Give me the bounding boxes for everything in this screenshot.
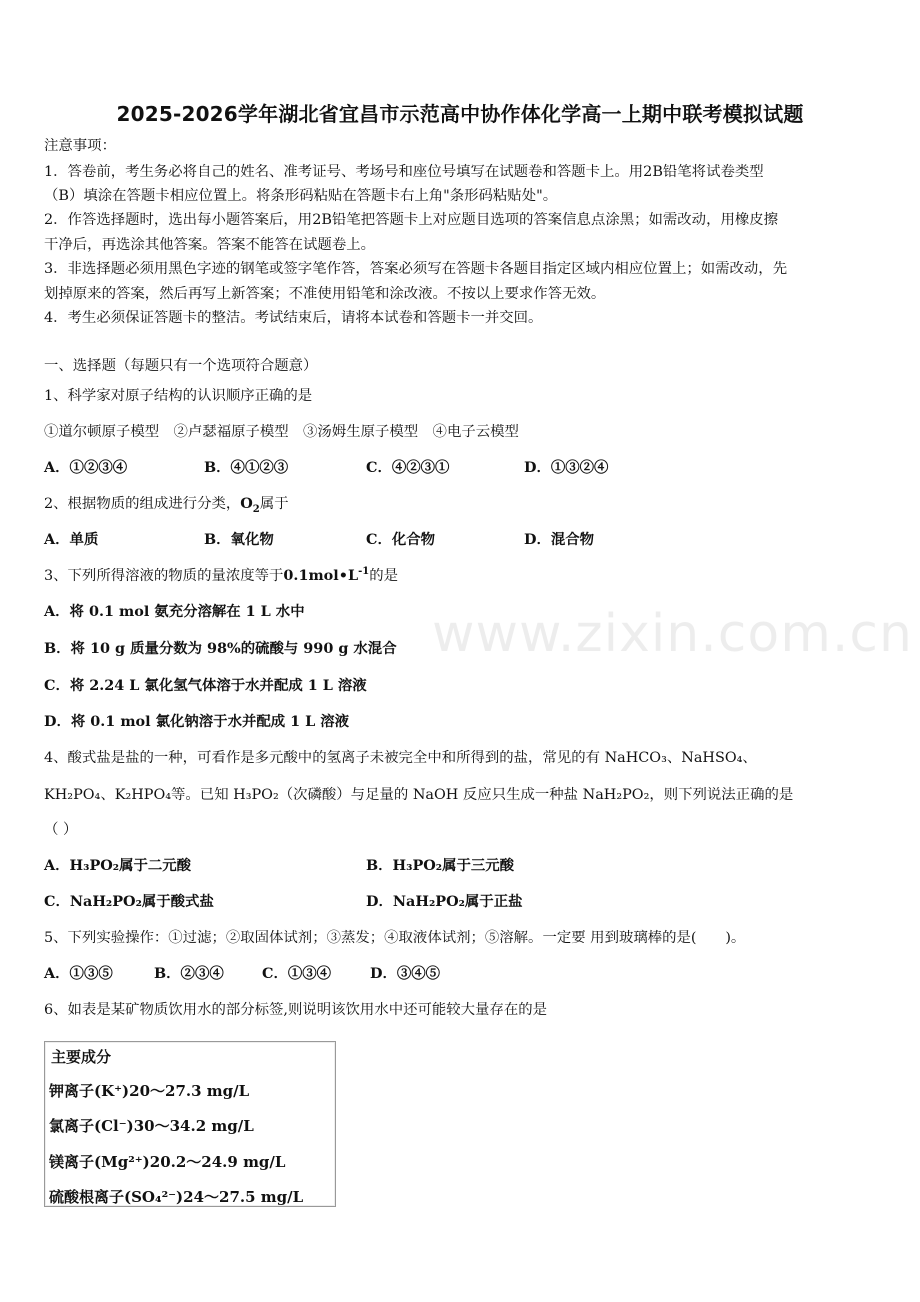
q5-option-a: A．①③⑤ <box>44 965 113 982</box>
notice-heading: 注意事项： <box>44 138 116 154</box>
q2-formula-sub: 2 <box>252 503 260 515</box>
q3-stem-post: 的是 <box>369 568 399 584</box>
watermark: www.zixin.com.cn <box>432 604 913 664</box>
notice-line: 1．答卷前，考生务必将自己的姓名、准考证号、考场号和座位号填写在试题卷和答题卡上。用2B铅笔将试卷类型 <box>44 164 764 180</box>
q3-option-c: C．将 2.24 L 氯化氢气体溶于水并配成 1 L 溶液 <box>44 677 367 694</box>
q2-option-d: D．混合物 <box>524 531 595 548</box>
q5-option-c: C．①③④ <box>262 965 332 982</box>
label-row: 硫酸根离子(SO₄²⁻)24～27.5 mg/L <box>49 1188 304 1206</box>
q3-stem-pre: 3、下列所得溶液的物质的量浓度等于 <box>44 568 284 584</box>
notice-line: （B）填涂在答题卡相应位置上。将条形码粘贴在答题卡右上角"条形码粘贴处"。 <box>44 188 558 204</box>
q4-option-c: C．NaH₂PO₂属于酸式盐 <box>44 893 214 910</box>
label-row: 钾离子(K⁺)20～27.3 mg/L <box>49 1082 250 1100</box>
q2-option-c: C．化合物 <box>366 531 436 548</box>
section-heading: 一、选择题（每题只有一个选项符合题意） <box>44 358 318 374</box>
q1-option-b: B．④①②③ <box>204 459 289 476</box>
notice-line: 2．作答选择题时，选出每小题答案后，用2B铅笔把答题卡上对应题目选项的答案信息点涂黑；如需改动，用橡皮擦 <box>44 212 779 228</box>
q1-option-a: A．①②③④ <box>44 459 128 476</box>
label-heading: 主要成分 <box>51 1048 112 1066</box>
q4-option-b: B．H₃PO₂属于三元酸 <box>366 857 515 874</box>
q3-conc-sup: -1 <box>358 566 370 578</box>
question-2-stem <box>44 494 289 514</box>
q4-option-a: A．H₃PO₂属于二元酸 <box>44 857 192 874</box>
q1-option-d: D．①③②④ <box>524 459 609 476</box>
q2-option-a: A．单质 <box>44 531 99 548</box>
q2-option-b: B．氧化物 <box>204 531 274 548</box>
question-1-items: ①道尔顿原子模型 ②卢瑟福原子模型 ③汤姆生原子模型 ④电子云模型 <box>44 424 519 440</box>
question-4-line2: KH₂PO₄、K₂HPO₄等。已知 H₃PO₂（次磷酸）与足量的 NaOH 反应只生成一种盐 NaH₂PO₂，则下列说法正确的是 <box>44 787 794 803</box>
q3-option-b: B．将 10 g 质量分数为 98%的硫酸与 990 g 水混合 <box>44 640 397 657</box>
question-5-stem: 5、下列实验操作：①过滤；②取固体试剂；③蒸发；④取液体试剂；⑤溶解。一定要 用到玻璃棒的是( )。 <box>44 930 746 946</box>
q2-stem-pre: 2、根据物质的组成进行分类， <box>44 496 241 512</box>
label-row: 氯离子(Cl⁻)30～34.2 mg/L <box>49 1117 254 1135</box>
q2-stem-post: 属于 <box>259 496 289 512</box>
label-row: 镁离子(Mg²⁺)20.2～24.9 mg/L <box>49 1153 286 1171</box>
q3-option-a: A．将 0.1 mol 氨充分溶解在 1 L 水中 <box>44 603 305 620</box>
q3-conc: 0.1mol•L <box>283 567 359 584</box>
q5-option-d: D．③④⑤ <box>370 965 441 982</box>
question-4-line3: （ ） <box>44 822 78 838</box>
q4-option-d: D．NaH₂PO₂属于正盐 <box>366 893 523 910</box>
q2-formula: O <box>240 495 253 512</box>
q1-option-c: C．④②③① <box>366 459 450 476</box>
q3-option-d: D．将 0.1 mol 氯化钠溶于水并配成 1 L 溶液 <box>44 713 350 730</box>
question-1-stem: 1、科学家对原子结构的认识顺序正确的是 <box>44 388 313 404</box>
notice-line: 3．非选择题必须用黑色字迹的钢笔或签字笔作答，答案必须写在答题卡各题目指定区域内相应位置上；如需改动，先 <box>44 261 788 277</box>
question-3-stem <box>44 566 398 586</box>
notice-line: 干净后，再选涂其他答案。答案不能答在试题卷上。 <box>44 237 375 253</box>
mineral-water-label <box>44 1041 336 1207</box>
question-4-line1: 4、酸式盐是盐的一种，可看作是多元酸中的氢离子未被完全中和所得到的盐，常见的有 NaHCO₃、NaHSO₄、 <box>44 750 757 766</box>
question-6-stem: 6、如表是某矿物质饮用水的部分标签,则说明该饮用水中还可能较大量存在的是 <box>44 1002 548 1018</box>
q5-option-b: B．②③④ <box>154 965 224 982</box>
notice-line: 4．考生必须保证答题卡的整洁。考试结束后，请将本试卷和答题卡一并交回。 <box>44 310 543 326</box>
notice-line: 划掉原来的答案，然后再写上新答案；不准使用铅笔和涂改液。不按以上要求作答无效。 <box>44 286 606 302</box>
page-title: 2025-2026学年湖北省宜昌市示范高中协作体化学高一上期中联考模拟试题 <box>116 102 804 126</box>
